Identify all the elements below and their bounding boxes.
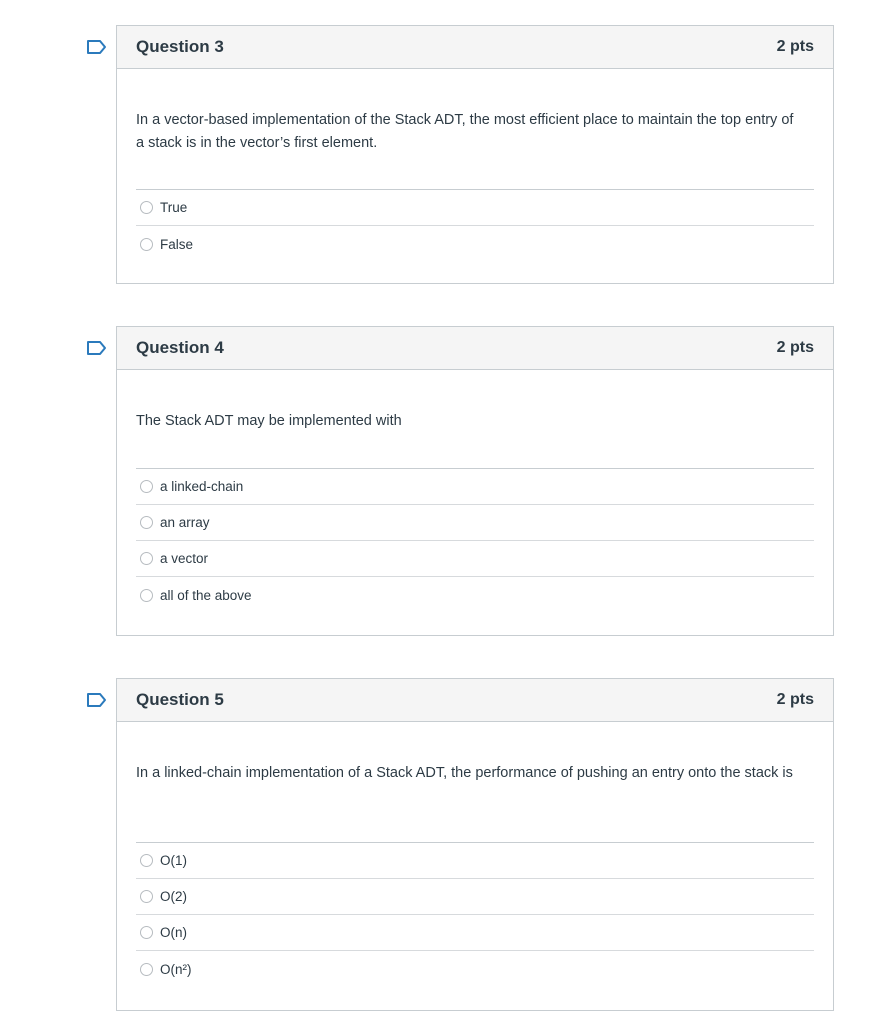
answer-option[interactable] <box>136 190 814 226</box>
radio-button[interactable] <box>140 963 153 976</box>
radio-button[interactable] <box>140 926 153 939</box>
answer-label: False <box>160 236 194 252</box>
question-card <box>116 326 834 636</box>
radio-button[interactable] <box>140 516 153 529</box>
answer-label: O(n) <box>160 925 187 940</box>
question-body <box>117 722 833 987</box>
answer-option[interactable] <box>136 541 814 577</box>
answer-label: O(2) <box>160 889 187 904</box>
answer-label: all of the above <box>160 587 252 603</box>
question-text: In a linked-chain implementation of a Stack ADT, the performance of pushing an entry onto the stack is <box>136 765 793 781</box>
question-points: 2 pts <box>776 691 814 708</box>
answer-label: an array <box>160 515 210 530</box>
answer-label: O(n²) <box>160 961 192 977</box>
radio-button[interactable] <box>140 201 153 214</box>
answer-option[interactable] <box>136 505 814 541</box>
answer-option[interactable] <box>136 469 814 505</box>
question-title: Question 5 <box>136 690 224 709</box>
question-card <box>116 678 834 1011</box>
question-points: 2 pts <box>776 38 814 55</box>
answer-option[interactable] <box>136 577 814 613</box>
question-text: The Stack ADT may be implemented with <box>136 413 402 429</box>
question-header <box>117 679 833 722</box>
answer-option[interactable] <box>136 951 814 987</box>
flag-question-icon[interactable] <box>87 341 107 355</box>
radio-button[interactable] <box>140 552 153 565</box>
question-body <box>117 69 833 262</box>
radio-button[interactable] <box>140 238 153 251</box>
flag-question-icon[interactable] <box>87 40 107 54</box>
answer-label: O(1) <box>160 853 187 868</box>
question-points: 2 pts <box>776 339 814 356</box>
answer-option[interactable] <box>136 915 814 951</box>
answer-label: a linked-chain <box>160 479 244 494</box>
radio-button[interactable] <box>140 589 153 602</box>
question-title: Question 3 <box>136 37 224 56</box>
question-text: In a vector-based implementation of the Stack ADT, the most efficient place to maintain the top entry of a stack is in the vector’s first element. <box>136 112 794 151</box>
question-card <box>116 25 834 284</box>
answer-option[interactable] <box>136 879 814 915</box>
answer-label: a vector <box>160 551 209 566</box>
answer-option[interactable] <box>136 226 814 262</box>
answer-label: True <box>160 200 188 215</box>
question-header <box>117 26 833 69</box>
radio-button[interactable] <box>140 480 153 493</box>
question-header <box>117 327 833 370</box>
answer-option[interactable] <box>136 843 814 879</box>
question-title: Question 4 <box>136 338 224 357</box>
answer-list <box>136 189 814 262</box>
answer-list <box>136 842 814 987</box>
question-body <box>117 370 833 613</box>
flag-question-icon[interactable] <box>87 693 107 707</box>
radio-button[interactable] <box>140 890 153 903</box>
answer-list <box>136 468 814 613</box>
radio-button[interactable] <box>140 854 153 867</box>
